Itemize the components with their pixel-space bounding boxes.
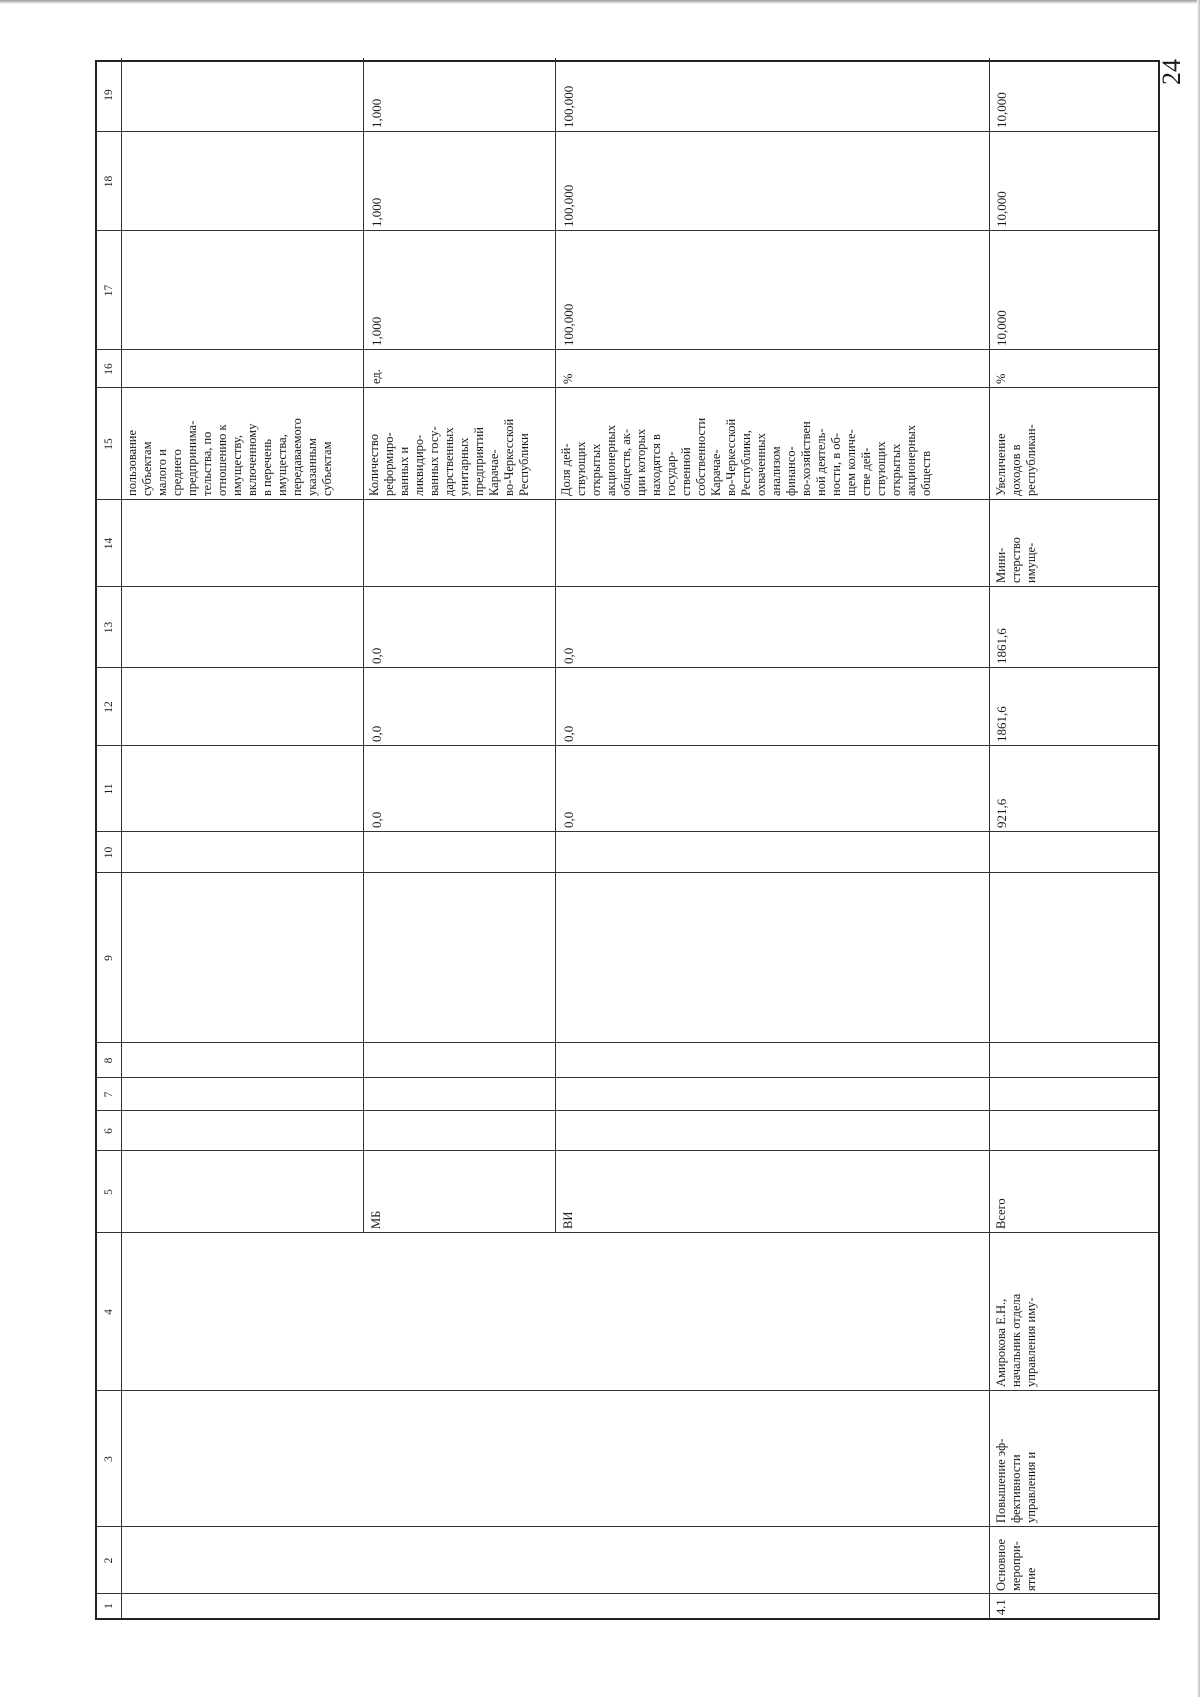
table-cell-value: 0,0 (561, 647, 576, 664)
column-number-7: 7 (103, 1091, 115, 1098)
column-divider (97, 1232, 1158, 1233)
table-cell-value: 100,000 (561, 85, 576, 128)
column-divider (97, 1526, 1158, 1527)
column-number-3: 3 (103, 1456, 115, 1462)
table-cell-value: 10,000 (994, 310, 1009, 346)
column-divider (97, 831, 1158, 832)
column-number-15: 15 (103, 438, 115, 450)
row-divider (363, 58, 364, 1233)
table-cell-type: Основное меропри- ятие (994, 1538, 1038, 1591)
table-cell-value: 1,000 (369, 98, 384, 128)
column-divider (97, 349, 1158, 350)
table-cell-unit: ед. (369, 369, 383, 384)
header-divider (121, 58, 122, 1618)
column-divider (97, 499, 1158, 500)
column-divider (97, 387, 1158, 388)
table-cell-value: 0,0 (561, 811, 576, 828)
row-divider (989, 58, 990, 1618)
column-number-6: 6 (103, 1128, 115, 1134)
column-divider (97, 131, 1158, 132)
column-divider (97, 1150, 1158, 1151)
rotated-table (95, 60, 1160, 1620)
table-cell-unit: % (994, 373, 1008, 384)
table-cell-value: 0,0 (561, 725, 576, 742)
table-cell-responsible: Амирокова Е.Н., начальник отдела управления иму- (994, 1293, 1038, 1387)
column-number-10: 10 (103, 846, 115, 859)
table-cell-value: 0,0 (369, 647, 384, 664)
table-cell-number: 4.1 (994, 1599, 1008, 1615)
column-divider (97, 1593, 1158, 1594)
column-number-11: 11 (103, 783, 115, 795)
table-cell-indicator: Количество реформиро- ванных и ликвидиро- ванных госу- дарственных унитарных предприятий Карачае- во-Черкесской Республики (367, 418, 531, 496)
table-cell-value: 1,000 (369, 197, 384, 227)
column-number-13: 13 (103, 621, 115, 634)
column-number-16: 16 (103, 363, 115, 375)
column-number-19: 19 (103, 89, 115, 101)
column-divider (97, 1110, 1158, 1111)
table-cell-value: 10,000 (994, 92, 1009, 128)
table-cell-indicator: пользование субъектам малого и среднего предпринима- тельства, по отношению к имуществу, включенному в перечень имущества, передаваемого указанным субъектам (125, 418, 334, 496)
column-divider (97, 745, 1158, 746)
page-number: 24 (1157, 59, 1186, 85)
table-cell-unit: % (561, 373, 575, 384)
column-number-14: 14 (103, 537, 115, 550)
table-cell-indicator: Увеличение доходов в республикан- (994, 424, 1038, 496)
table-cell-value: 1,000 (369, 316, 384, 346)
table-cell-value: 10,000 (994, 191, 1009, 227)
table-cell-source: ВИ (561, 1211, 575, 1229)
table-cell-value: 0,0 (369, 725, 384, 742)
column-divider (97, 230, 1158, 231)
row-divider (555, 58, 556, 1233)
table-cell-indicator: Доля дей- ствующих открытых акционерных обществ, ак- ции которых находятся в государ- ственной собственности Карачае- во-Черкесской Республики, охваченных анализом финансо- во-хозяйствен ной деятель- ности, в об- щем количе- стве дей- ствующих открытых акционерных обществ (559, 417, 933, 496)
column-divider (97, 586, 1158, 587)
table-grid (95, 60, 1160, 1620)
table-cell-executor: Мини- стерство имуще- (994, 537, 1038, 583)
column-number-12: 12 (103, 701, 115, 713)
column-divider (97, 667, 1158, 668)
table-cell-value: 921,6 (994, 798, 1009, 828)
scan-edge-top (0, 0, 1200, 4)
table-cell-name: Повышение эф- фективности управления и (994, 1438, 1038, 1523)
column-number-8: 8 (103, 1057, 115, 1064)
table-cell-value: 1861,6 (994, 706, 1009, 742)
table-cell-value: 100,000 (561, 303, 576, 346)
column-number-5: 5 (103, 1189, 115, 1195)
column-number-17: 17 (103, 284, 115, 297)
table-cell-value: 0,0 (369, 811, 384, 828)
column-number-9: 9 (103, 955, 115, 961)
column-divider (97, 1077, 1158, 1078)
column-number-1: 1 (103, 1603, 115, 1609)
table-cell-value: 1861,6 (994, 628, 1009, 664)
table-cell-source: МБ (369, 1210, 383, 1229)
column-divider (97, 872, 1158, 873)
column-number-4: 4 (103, 1309, 115, 1315)
column-divider (97, 1042, 1158, 1043)
column-divider (97, 1390, 1158, 1391)
column-number-2: 2 (103, 1557, 115, 1564)
table-cell-source: Всего (994, 1198, 1008, 1229)
table-cell-value: 100,000 (561, 184, 576, 227)
column-number-18: 18 (103, 175, 115, 188)
